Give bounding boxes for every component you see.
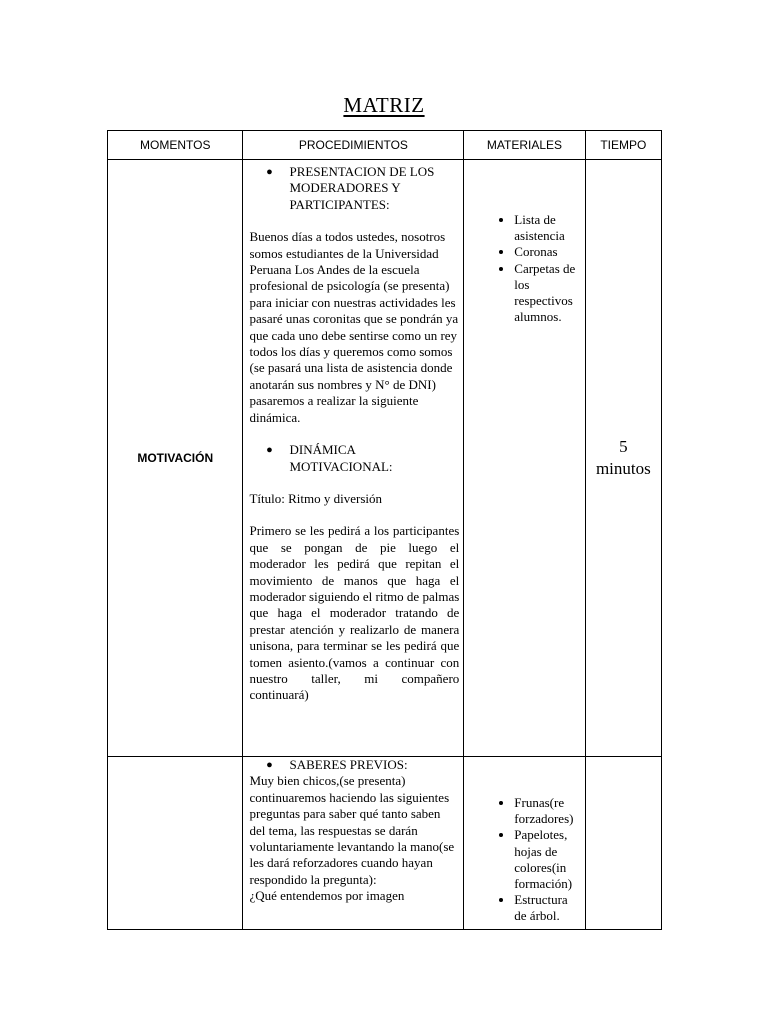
paragraph: Buenos días a todos ustedes, nosotros somos estudiantes de la Universidad Peruana Los Andes de la escuela profesional de psicología (se presenta) para iniciar con nuestras actividades les pasaré unas coronitas que se pondrán ya que cada uno debe sentirse como un rey todos los días y queremos como somos (se pasará una lista de asistencia donde anotarán sus nombres y N° de DNI) pasaremos a realizar la siguiente dinámica.	[249, 229, 459, 425]
list-item: • Estructura de árbol.	[514, 892, 578, 924]
page-title: MATRIZ	[343, 93, 425, 117]
bullet-icon: ●	[266, 444, 273, 457]
bullet-icon: ●	[266, 759, 273, 771]
header-materiales: MATERIALES	[464, 131, 585, 160]
tiempo-unit: minutos	[595, 459, 651, 478]
header-procedimientos: PROCEDIMIENTOS	[243, 131, 464, 160]
list-item: • Coronas	[514, 244, 578, 260]
list-item: ● SABERES PREVIOS:	[249, 757, 459, 773]
paragraph: Muy bien chicos,(se presenta) continuaremos haciendo las siguientes preguntas para saber qué tanto saben del tema, las respuestas se darán voluntariamente levantando la mano(se les dará reforzadores cuando hayan respondido la pregunta):	[249, 773, 455, 887]
procedimientos-cell	[243, 757, 464, 930]
list-item: ● PRESENTACION DE LOS MODERADORES Y PARTICIPANTES:	[249, 164, 459, 213]
header-row	[108, 131, 662, 160]
paragraph: Primero se les pedirá a los participantes que se pongan de pie luego el moderador les pedirá que repitan el movimiento de manos que haga el moderador siguiendo el ritmo de palmas que haga el moderador tratando de prestar atención y realizarlo de manera unisona, para terminar se les pedirá que tomen asiento.(vamos a continuar con nuestro taller, mi compañero continuará)	[249, 523, 460, 703]
paragraph: ¿Qué entendemos por imagen	[249, 888, 405, 904]
header-momentos: MOMENTOS	[108, 131, 243, 160]
list-item: • Frunas(re forzadores)	[514, 795, 578, 827]
paragraph: Título: Ritmo y diversión	[249, 490, 383, 506]
table-row	[108, 757, 662, 930]
bullet-icon: ●	[266, 166, 273, 178]
materiales-cell	[464, 757, 585, 930]
list-item: • Lista de asistencia	[514, 212, 578, 244]
procedimientos-cell	[243, 160, 464, 757]
tiempo-cell	[585, 757, 661, 930]
list-item: ● DINÁMICA MOTIVACIONAL:	[249, 442, 459, 475]
list-item: • Carpetas de los respectivos alumnos.	[514, 261, 578, 326]
materiales-cell	[464, 160, 585, 757]
table-row	[108, 160, 662, 757]
tiempo-cell	[585, 160, 661, 757]
tiempo-value: 5	[619, 437, 628, 456]
momento-cell	[108, 757, 243, 930]
matrix-table	[107, 130, 662, 930]
list-item: • Papelotes, hojas de colores(in formación)	[514, 827, 578, 892]
momento-cell: MOTIVACIÓN	[108, 160, 243, 757]
header-tiempo: TIEMPO	[585, 131, 661, 160]
